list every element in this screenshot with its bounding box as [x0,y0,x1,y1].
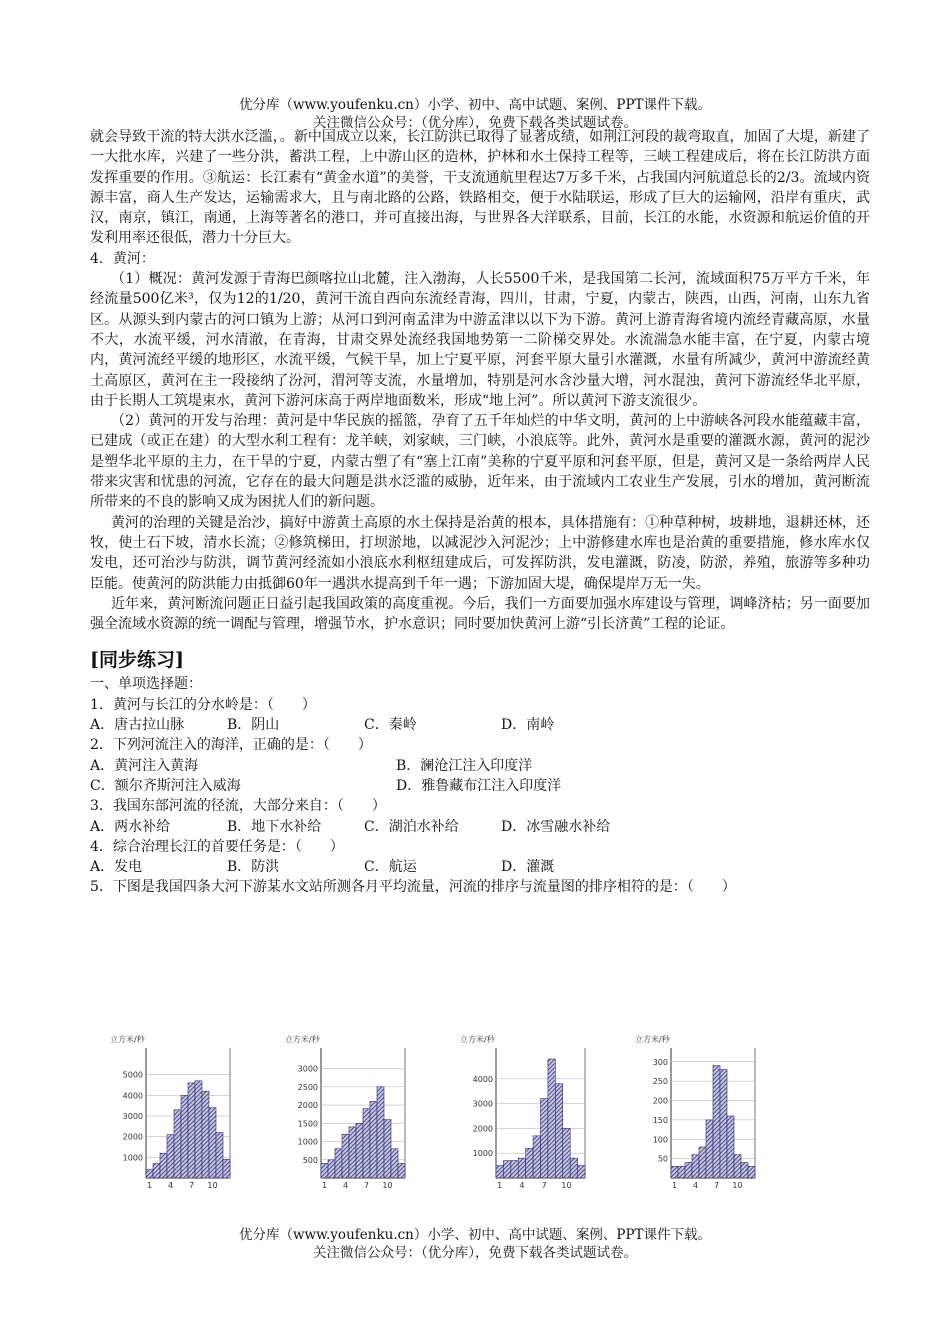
chart-bar [342,1134,349,1178]
heading-yellow-river: 4．黄河： [90,250,155,267]
footer-line-2: 关注微信公众号：（优分库），免费下载各类试题试卷。 [313,1245,637,1261]
question-stem: 4．综合治理长江的首要任务是：（ ） [90,838,344,855]
chart-x-tick: 4 [167,1181,174,1190]
question-stem: 5．下图是我国四条大河下游某水文站所测各月平均流量，河流的排序与流量图的排序相符的是：（ ） [90,879,736,896]
chart-bar [167,1135,174,1178]
question-options [90,715,870,735]
chart-bar [174,1110,181,1178]
paragraph-development: （2）黄河的开发与治理：黄河是中华民族的摇篮，孕育了五千年灿烂的中华文明，黄河的上中游峡各河段水能蕴藏丰富，已建成（或正在建）的大型水利工程有：龙羊峡，刘家峡，三门峡，小浪底等。此外，黄河水是重要的灌溉水源，黄河的泥沙是塑华北平原的主力，在干旱的宁夏，内蒙古塑了有“塞上江南”美称的宁夏平原和河套平原，但是，黄河又是一条给两岸人民带来灾害和忧患的河流，它存在的最大问题是洪水泛滥的威胁，近年来，由于流域内工农业生产发展，引水的增加，黄河断流所带来的不良的影响又成为困扰人们的新问题。 [90,413,870,511]
option: C．湖泊水补给 [364,818,459,835]
question-stem: 1．黄河与长江的分水岭是：（ ） [90,696,316,713]
paragraph-overview: （1）概况：黄河发源于青海巴颜喀拉山北麓，注入渤海，人长5500千米，是我国第二长河，流域面积75万平方千米，年经流量500亿米³，仅为12的1/20，黄河干流自西向东流经青海，四川，甘肃，宁夏，内蒙古，陕西，山西，河南，山东九省区。从源头到内蒙古的河口镇为上游；从河口到河南孟津为中游孟津以以下为下游。黄河上游青海省境内流经青藏高原，水量不大，水流平缓，河水清澈，在青海，甘肃交界处流经我国地势第一二阶梯交界处。水流湍急水能丰富，在宁夏，内蒙古境内，黄河流经平缓的地形区，水流平缓，气候干旱，加上宁夏平原，河套平原大量引水灌溉，水量有所减少，黄河中游流经黄土高原区，黄河在主一段接纳了汾河，渭河等支流，水量增加，特别是河水含沙量大增，河水混浊，黄河下游流经华北平原，由于长期人工筑堤束水，黄河下游河床高于两岸地面数米，形成“地上河”。所以黄河下游支流很少。 [90,271,870,409]
document-body [90,127,870,898]
chart-y-tick: 3000 [472,1099,493,1109]
chart-bar [356,1123,363,1178]
chart-bar [202,1091,209,1178]
option: B．地下水补给 [227,818,322,835]
chart-ylabel: 立方米/秒 [460,1035,495,1044]
flow-charts [108,1028,758,1198]
chart-y-tick: 1000 [472,1149,493,1159]
chart-bar [363,1109,370,1178]
option: D．南岭 [501,717,555,734]
chart-y-tick: 1000 [122,1153,143,1163]
option: A．两水补给 [90,818,171,835]
chart-bar [160,1153,167,1178]
page-footer [0,1226,950,1262]
chart-x-tick: 1 [321,1181,328,1190]
chart-bar [671,1166,678,1178]
header-line-2: 关注微信公众号：（优分库），免费下载各类试题试卷。 [313,115,637,131]
paragraph-yangtze: 就会导致干流的特大洪水泛滥，。新中国成立以来，长江防洪已取得了显著成绩，如荆江河段的裁弯取直，加固了大堤，新建了一大批水库，兴建了一些分洪，蓄洪工程，上中游山区的造林，护林和水土保持工程等，三峡工程建成后，将在长江防洪方面发挥重要的作用。③航运：长江素有“黄金水道”的美誉，干支流通航里程达7万多千米，占我国内河航道总长的2/3。流域内资源丰富，商人生产发达，运输需求大，且与南北路的公路，铁路相交，便于水陆联运，形成了巨大的运输网，沿岸有重庆，武汉，南京，镇江，南通，上海等著名的港口，并可直接出海，与世界各大洋联系，目前，长江的水能，水资源和航运价值的开发利用率还很低，潜力十分巨大。 [90,129,870,247]
chart-x-tick: 4 [342,1181,349,1190]
question-options [90,817,870,837]
option: D．雅鲁藏布江注入印度洋 [396,777,562,794]
flow-chart-1 [108,1028,238,1198]
option: A．黄河注入黄海 [90,757,199,774]
chart-bar [384,1120,391,1178]
chart-y-tick: 4000 [472,1074,493,1084]
chart-ylabel: 立方米/秒 [110,1035,145,1044]
chart-ylabel: 立方米/秒 [285,1035,320,1044]
option: B．防洪 [227,859,280,876]
chart-bar [741,1163,748,1179]
chart-y-tick: 2000 [297,1101,318,1111]
chart-bar [216,1133,223,1178]
option: B．澜沧江注入印度洋 [396,757,533,774]
chart-bar [720,1070,727,1179]
chart-x-tick: 7 [188,1181,195,1190]
chart-bar [541,1099,548,1178]
option: C．额尔齐斯河注入威海 [90,777,241,794]
chart-bar [727,1116,734,1178]
exercise-title: [同步练习] [90,649,184,672]
footer-line-1: 优分库（www.youfenku.cn）小学、初中、高中试题、案例、PPT课件下载。 [238,1227,712,1243]
chart-y-tick: 2000 [122,1132,143,1142]
chart-bar [153,1164,160,1178]
chart-bar [391,1149,398,1178]
chart-bar [335,1149,342,1178]
chart-bar [533,1136,540,1178]
chart-bar [188,1083,195,1178]
chart-bar [518,1158,525,1178]
question-stem: 3．我国东部河流的径流，大部分来自：（ ） [90,798,386,815]
chart-bar [377,1087,384,1178]
chart-y-tick: 2500 [297,1082,318,1092]
chart-x-tick: 1 [497,1181,503,1190]
option: C．航运 [364,859,417,876]
question-stem: 2．下列河流注入的海洋，正确的是：（ ） [90,737,372,754]
chart-bar [548,1059,555,1178]
chart-x-tick: 1 [146,1181,153,1190]
paragraph-governance: 黄河的治理的关键是治沙，搞好中游黄土高原的水土保持是治黄的根本，具体措施有：①种草种树，坡耕地，退耕还林，还牧，使土石下坡，清水长流；②修筑梯田，打坝淤地，以减泥沙入河泥沙；上中游修建水库也是治黄的重要措施，修水库水仅发电，还可治沙与防洪，调节黄河经流如小浪底水利枢纽建成后，可发挥防洪，发电灌溉，防凌，防淤，养殖，旅游等多种功臣能。使黄河的防洪能力由抵御60年一遇洪水提高到千年一遇；下游加固大堤，确保堤岸万无一失。 [90,514,870,592]
chart-bar [734,1155,741,1178]
chart-bar [570,1158,577,1178]
question-options [90,756,870,776]
chart-bar [706,1120,713,1178]
chart-bar [321,1163,328,1178]
chart-bar [496,1166,503,1178]
chart-bar [181,1095,188,1178]
flow-chart-2 [283,1028,413,1198]
chart-bar [748,1166,755,1178]
option: D．冰雪融水补给 [501,818,611,835]
flow-chart-3 [458,1028,593,1198]
chart-bar [349,1127,356,1178]
chart-bar [511,1161,518,1178]
option: A．发电 [90,859,143,876]
header-line-1: 优分库（www.youfenku.cn）小学、初中、高中试题、案例、PPT课件下载。 [238,97,712,113]
option: C．秦岭 [364,717,417,734]
chart-y-tick: 300 [652,1057,668,1067]
chart-x-tick: 10 [732,1181,743,1190]
chart-bar [555,1084,562,1178]
chart-y-tick: 4000 [122,1091,143,1101]
chart-bar [223,1159,230,1178]
question-options [90,857,870,877]
chart-bar [678,1166,685,1178]
chart-bar [209,1108,216,1178]
chart-x-tick: 4 [692,1181,699,1190]
chart-x-tick: 7 [363,1181,370,1190]
chart-y-tick: 5000 [122,1070,143,1080]
chart-x-tick: 10 [382,1181,393,1190]
chart-bar [713,1066,720,1178]
chart-bar [370,1101,377,1178]
chart-y-tick: 200 [652,1096,668,1106]
chart-y-tick: 1500 [297,1119,318,1129]
chart-bar [398,1163,405,1178]
chart-x-tick: 7 [713,1181,720,1190]
chart-y-tick: 50 [657,1154,668,1164]
chart-bar [526,1148,533,1178]
chart-bar [578,1166,585,1178]
chart-y-tick: 1000 [297,1137,318,1147]
chart-x-tick: 4 [519,1181,525,1190]
flow-chart-4 [633,1028,763,1198]
chart-x-tick: 10 [561,1181,572,1190]
option: D．灌溉 [501,859,555,876]
paragraph-recent: 近年来，黄河断流问题正日益引起我国政策的高度重视。今后，我们一方面要加强水库建设与管理，调峰济枯；另一面要加强全流域水资源的统一调配与管理，增强节水，护水意识；同时要加快黄河上游“引长济黄”工程的论证。 [90,595,870,633]
exercise-section: 一、单项选择题： [90,676,202,693]
question-options [90,776,870,796]
option: B．阴山 [227,717,280,734]
chart-y-tick: 3000 [297,1064,318,1074]
chart-x-tick: 7 [541,1181,547,1190]
chart-bar [685,1163,692,1179]
chart-x-tick: 10 [207,1181,218,1190]
chart-bar [195,1081,202,1178]
chart-y-tick: 250 [652,1077,668,1087]
chart-bar [563,1128,570,1178]
chart-bar [146,1170,153,1178]
chart-y-tick: 150 [652,1115,668,1125]
option: A．唐古拉山脉 [90,717,185,734]
chart-bar [692,1155,699,1178]
chart-y-tick: 500 [302,1155,318,1165]
chart-y-tick: 100 [652,1135,668,1145]
chart-y-tick: 3000 [122,1112,143,1121]
chart-ylabel: 立方米/秒 [635,1035,670,1044]
chart-bar [503,1161,510,1178]
chart-y-tick: 2000 [472,1124,493,1134]
chart-bar [699,1147,706,1178]
chart-x-tick: 1 [671,1181,678,1190]
chart-bar [328,1160,335,1178]
